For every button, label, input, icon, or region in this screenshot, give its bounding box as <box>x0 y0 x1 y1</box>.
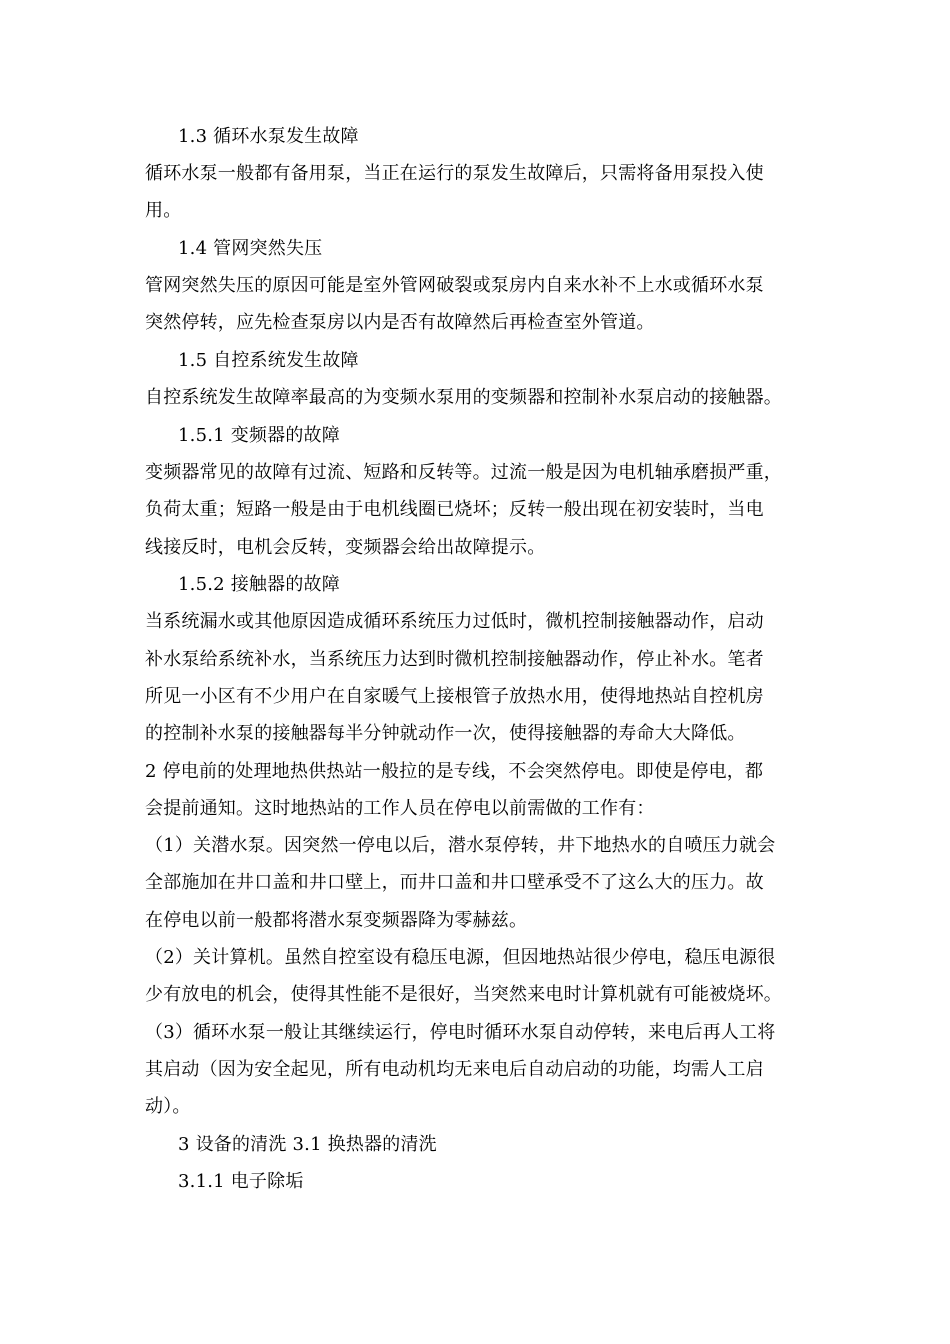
paragraph-line: 全部施加在井口盖和井口壁上，而井口盖和井口壁承受不了这么大的压力。故 <box>145 872 764 893</box>
paragraph-line: 突然停转，应先检查泵房以内是否有故障然后再检查室外管道。 <box>145 312 655 333</box>
paragraph-line: 负荷太重；短路一般是由于电机线圈已烧坏；反转一般出现在初安装时，当电 <box>145 499 764 520</box>
paragraph-line: 所见一小区有不少用户在自家暖气上接根管子放热水用，使得地热站自控机房 <box>145 686 764 707</box>
heading-1-5: 1.5 自控系统发生故障 <box>178 350 359 371</box>
paragraph-line: 少有放电的机会，使得其性能不是很好，当突然来电时计算机就有可能被烧坏。 <box>145 984 782 1005</box>
paragraph-line: 2 停电前的处理地热供热站一般拉的是专线，不会突然停电。即使是停电，都 <box>145 761 764 782</box>
heading-3-1-1: 3.1.1 电子除垢 <box>178 1171 304 1192</box>
paragraph-line: （2）关计算机。虽然自控室设有稳压电源，但因地热站很少停电，稳压电源很 <box>145 947 776 968</box>
heading-1-5-2: 1.5.2 接触器的故障 <box>178 574 340 595</box>
paragraph-line: （3）循环水泵一般让其继续运行，停电时循环水泵自动停转，来电后再人工将 <box>145 1022 776 1043</box>
paragraph-line: 循环水泵一般都有备用泵，当正在运行的泵发生故障后，只需将备用泵投入使 <box>145 163 764 184</box>
paragraph-line: 线接反时，电机会反转，变频器会给出故障提示。 <box>145 537 546 558</box>
paragraph-line: 当系统漏水或其他原因造成循环系统压力过低时，微机控制接触器动作，启动 <box>145 611 764 632</box>
heading-1-5-1: 1.5.1 变频器的故障 <box>178 425 340 446</box>
heading-3: 3 设备的清洗 3.1 换热器的清洗 <box>178 1134 437 1155</box>
paragraph-line: （1）关潜水泵。因突然一停电以后，潜水泵停转，井下地热水的自喷压力就会 <box>145 835 776 856</box>
paragraph-line: 变频器常见的故障有过流、短路和反转等。过流一般是因为电机轴承磨损严重， <box>145 462 782 483</box>
paragraph-line: 管网突然失压的原因可能是室外管网破裂或泵房内自来水补不上水或循环水泵 <box>145 275 764 296</box>
heading-1-3: 1.3 循环水泵发生故障 <box>178 126 359 147</box>
paragraph-line: 其启动（因为安全起见，所有电动机均无来电后自动启动的功能，均需人工启 <box>145 1059 764 1080</box>
paragraph-line: 在停电以前一般都将潜水泵变频器降为零赫兹。 <box>145 910 528 931</box>
paragraph-line: 的控制补水泵的接触器每半分钟就动作一次，使得接触器的寿命大大降低。 <box>145 723 746 744</box>
paragraph-line: 用。 <box>145 200 182 221</box>
paragraph-line: 自控系统发生故障率最高的为变频水泵用的变频器和控制补水泵启动的接触器。 <box>145 387 782 408</box>
paragraph-line: 会提前通知。这时地热站的工作人员在停电以前需做的工作有： <box>145 798 655 819</box>
paragraph-line: 补水泵给系统补水，当系统压力达到时微机控制接触器动作，停止补水。笔者 <box>145 649 764 670</box>
heading-1-4: 1.4 管网突然失压 <box>178 238 323 259</box>
paragraph-line: 动）。 <box>145 1096 191 1117</box>
